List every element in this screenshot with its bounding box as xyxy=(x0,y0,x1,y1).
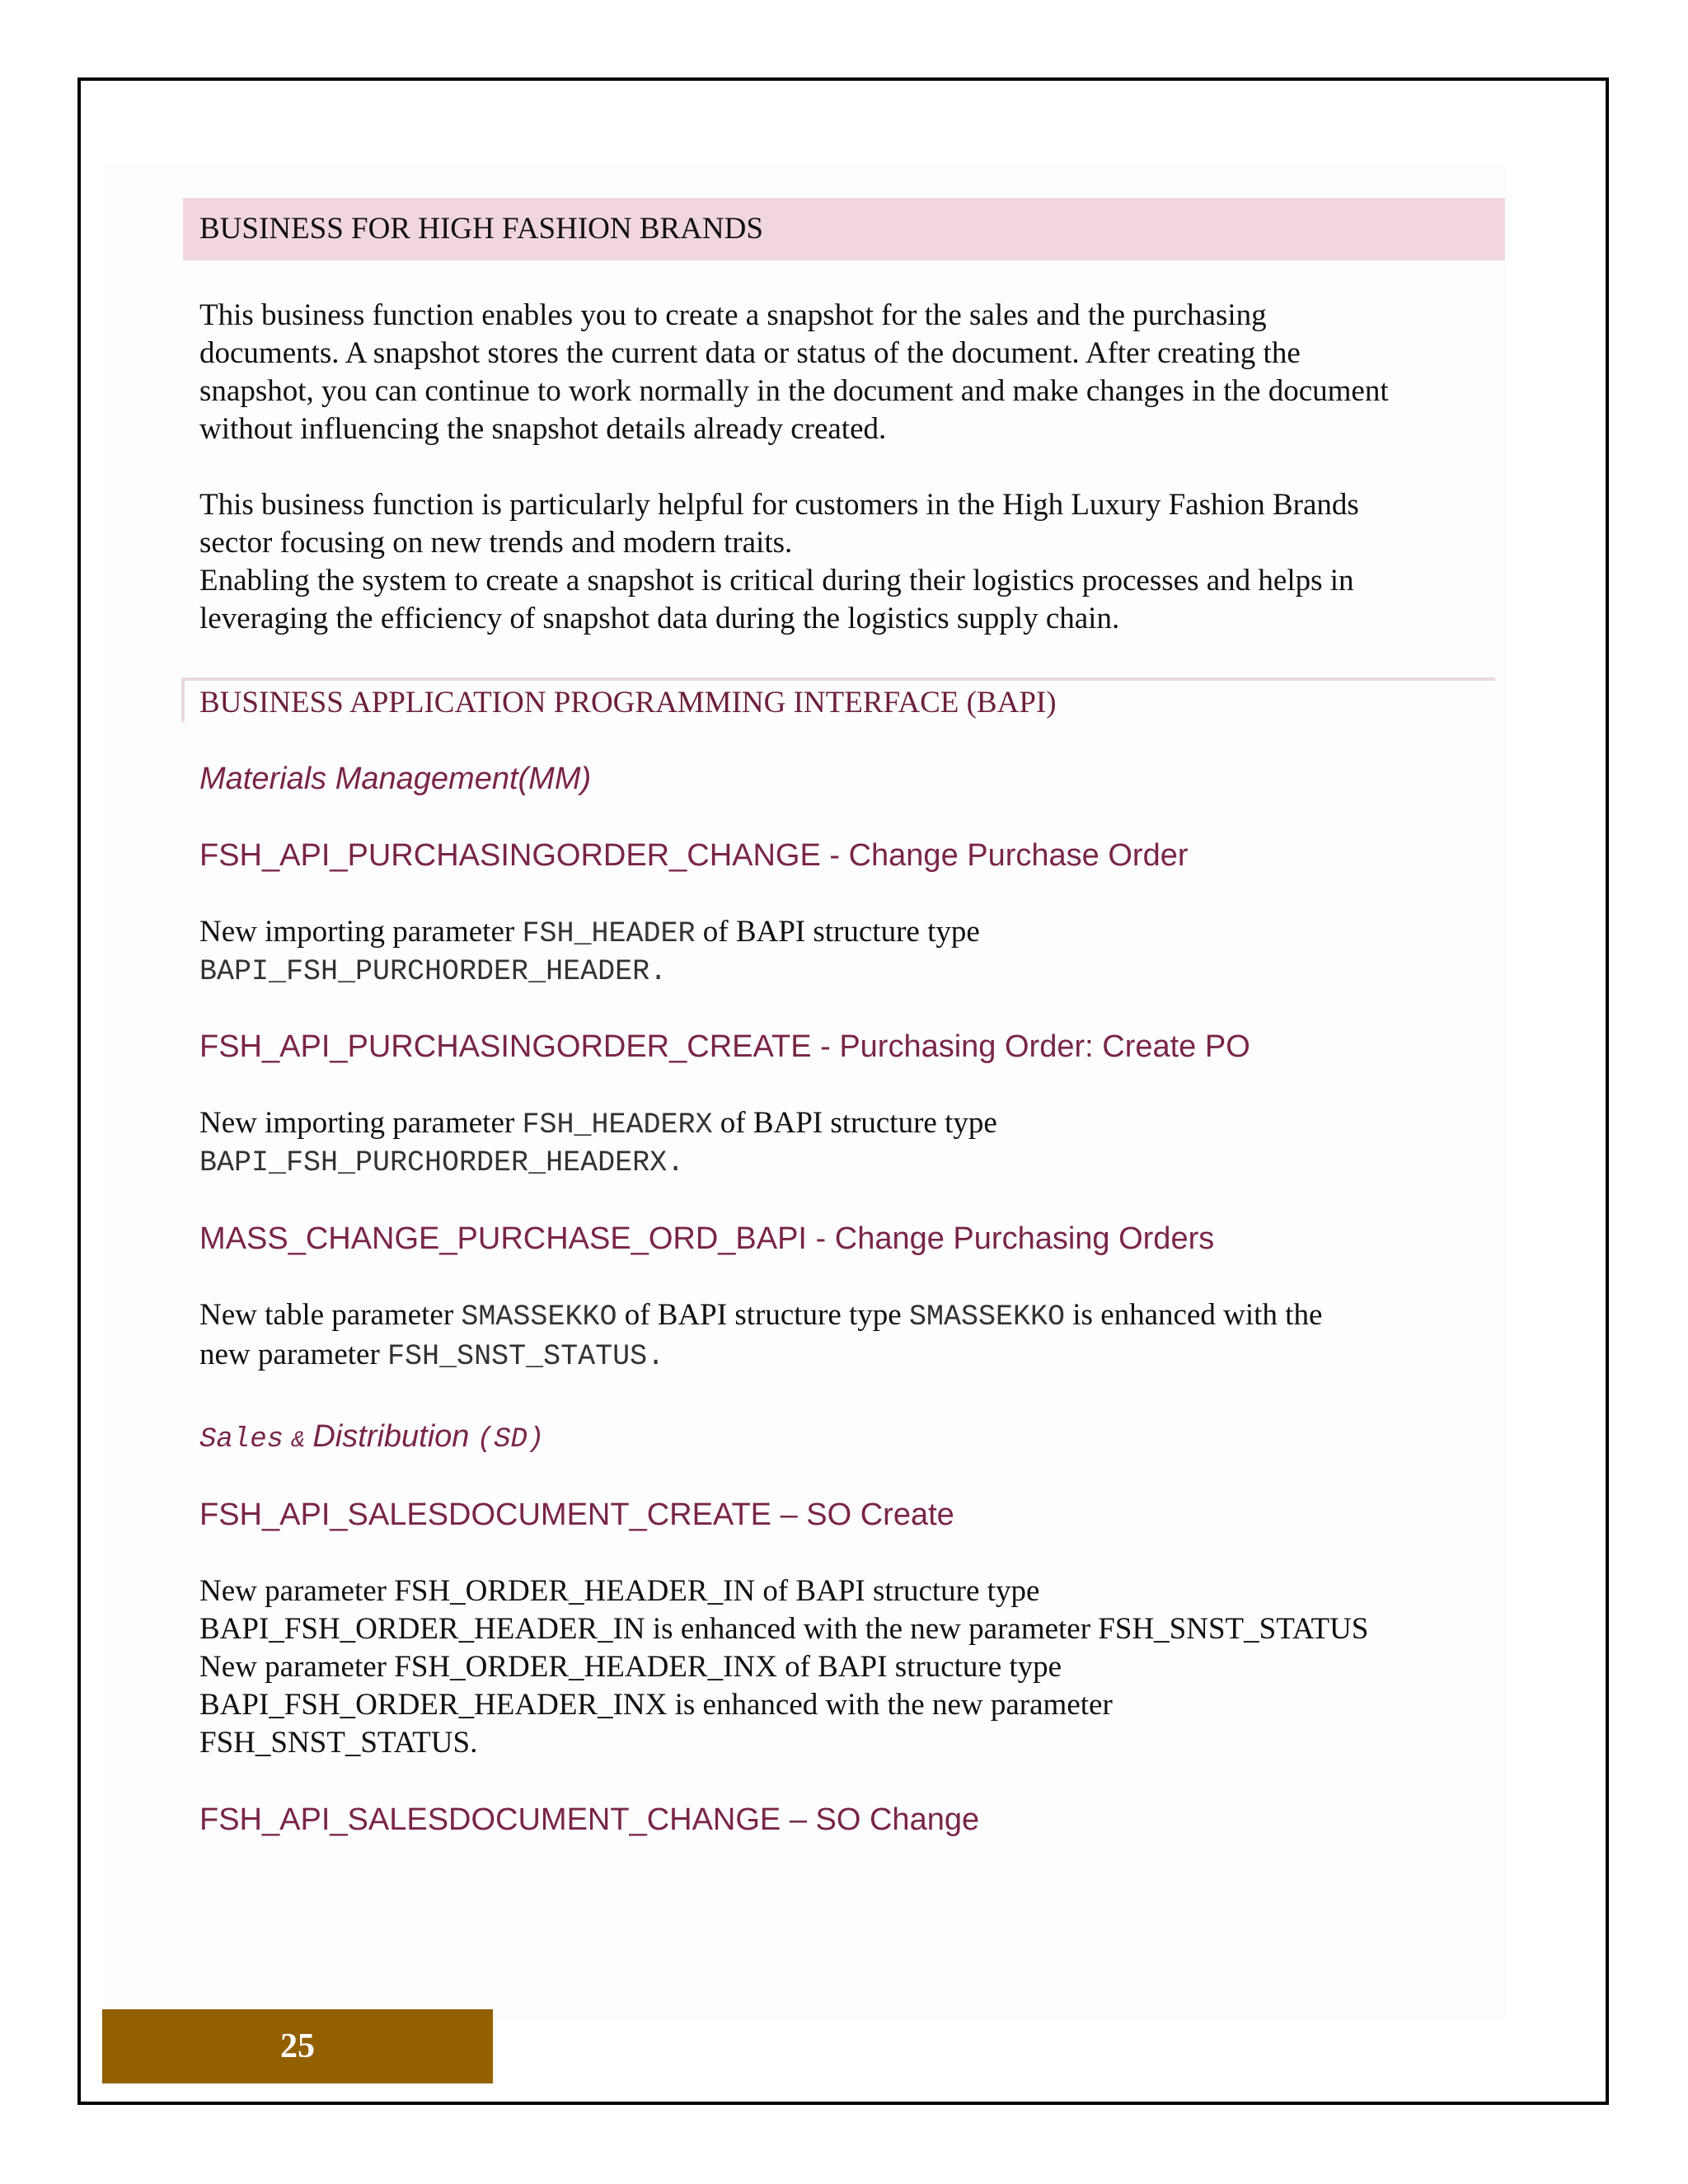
sd-title-part3: (SD) xyxy=(476,1424,545,1455)
intro-p2-line: Enabling the system to create a snapshot is critical during their logistics processes and helps in xyxy=(199,564,1354,598)
intro-p2-line: sector focusing on new trends and modern traits. xyxy=(199,526,793,560)
po-change-param: FSH_HEADER xyxy=(522,917,696,950)
po-create-structure: BAPI_FSH_PURCHORDER_HEADERX. xyxy=(199,1146,685,1179)
bapi-header: BUSINESS APPLICATION PROGRAMMING INTERFACE (BAPI) xyxy=(199,686,1057,719)
so-create-line: BAPI_FSH_ORDER_HEADER_INX is enhanced with the new parameter xyxy=(199,1688,1113,1722)
so-create-description xyxy=(199,1572,1510,1762)
po-change-text-after: of BAPI structure type xyxy=(695,915,980,949)
section-divider-left xyxy=(181,677,185,722)
po-change-structure: BAPI_FSH_PURCHORDER_HEADER. xyxy=(199,955,668,988)
sd-title-part1: Sales xyxy=(199,1424,284,1455)
intro-p2-line: leveraging the efficiency of snapshot data during the logistics supply chain. xyxy=(199,602,1120,635)
mass-change-text4: new parameter xyxy=(199,1338,388,1371)
so-create-line: New parameter FSH_ORDER_HEADER_IN of BAPI structure type xyxy=(199,1574,1040,1608)
intro-p1-line: documents. A snapshot stores the current data or status of the document. After creating the xyxy=(199,336,1301,370)
po-change-description xyxy=(199,913,1510,991)
sd-title-amp: & xyxy=(291,1428,306,1454)
po-create-description xyxy=(199,1104,1510,1182)
mass-change-param1: SMASSEKKO xyxy=(461,1301,617,1333)
intro-p1-line: This business function enables you to create a snapshot for the sales and the purchasing xyxy=(199,298,1267,332)
po-create-text-after: of BAPI structure type xyxy=(712,1106,997,1140)
so-create-line: New parameter FSH_ORDER_HEADER_INX of BAPI structure type xyxy=(199,1650,1062,1684)
intro-p1-line: without influencing the snapshot details already created. xyxy=(199,412,887,446)
intro-paragraph-1 xyxy=(199,297,1510,448)
po-change-title: FSH_API_PURCHASINGORDER_CHANGE - Change Purchase Order xyxy=(199,838,1189,873)
po-create-param: FSH_HEADERX xyxy=(522,1108,713,1141)
mass-change-param2: SMASSEKKO xyxy=(908,1301,1066,1333)
so-create-title: FSH_API_SALESDOCUMENT_CREATE – SO Create xyxy=(199,1497,954,1532)
mm-title: Materials Management(MM) xyxy=(199,762,592,796)
so-change-title: FSH_API_SALESDOCUMENT_CHANGE – SO Change xyxy=(199,1802,980,1837)
mass-change-text1: New table parameter xyxy=(199,1298,462,1332)
mass-change-param3: FSH_SNST_STATUS. xyxy=(387,1340,665,1373)
po-change-text-before: New importing parameter xyxy=(199,915,523,949)
sd-title-part2: Distribution xyxy=(312,1419,470,1454)
intro-p2-line: This business function is particularly helpful for customers in the High Luxury Fashion Brands xyxy=(199,488,1359,522)
so-create-line: FSH_SNST_STATUS. xyxy=(199,1726,478,1760)
po-create-title: FSH_API_PURCHASINGORDER_CREATE - Purchasing Order: Create PO xyxy=(199,1029,1250,1064)
intro-p1-line: snapshot, you can continue to work normally in the document and make changes in the document xyxy=(199,374,1389,408)
intro-paragraph-2 xyxy=(199,486,1510,638)
mass-change-description xyxy=(199,1296,1510,1376)
section-header: BUSINESS FOR HIGH FASHION BRANDS xyxy=(183,198,1505,260)
po-create-text-before: New importing parameter xyxy=(199,1106,523,1140)
so-create-line: BAPI_FSH_ORDER_HEADER_IN is enhanced with the new parameter FSH_SNST_STATUS xyxy=(199,1612,1369,1646)
sd-title xyxy=(199,1418,1510,1460)
mass-change-title: MASS_CHANGE_PURCHASE_ORD_BAPI - Change Purchasing Orders xyxy=(199,1221,1215,1256)
mass-change-text2: of BAPI structure type xyxy=(617,1298,909,1332)
page-number: 25 xyxy=(102,2009,493,2083)
mass-change-text3: is enhanced with the xyxy=(1065,1298,1323,1332)
section-divider xyxy=(181,677,1495,681)
